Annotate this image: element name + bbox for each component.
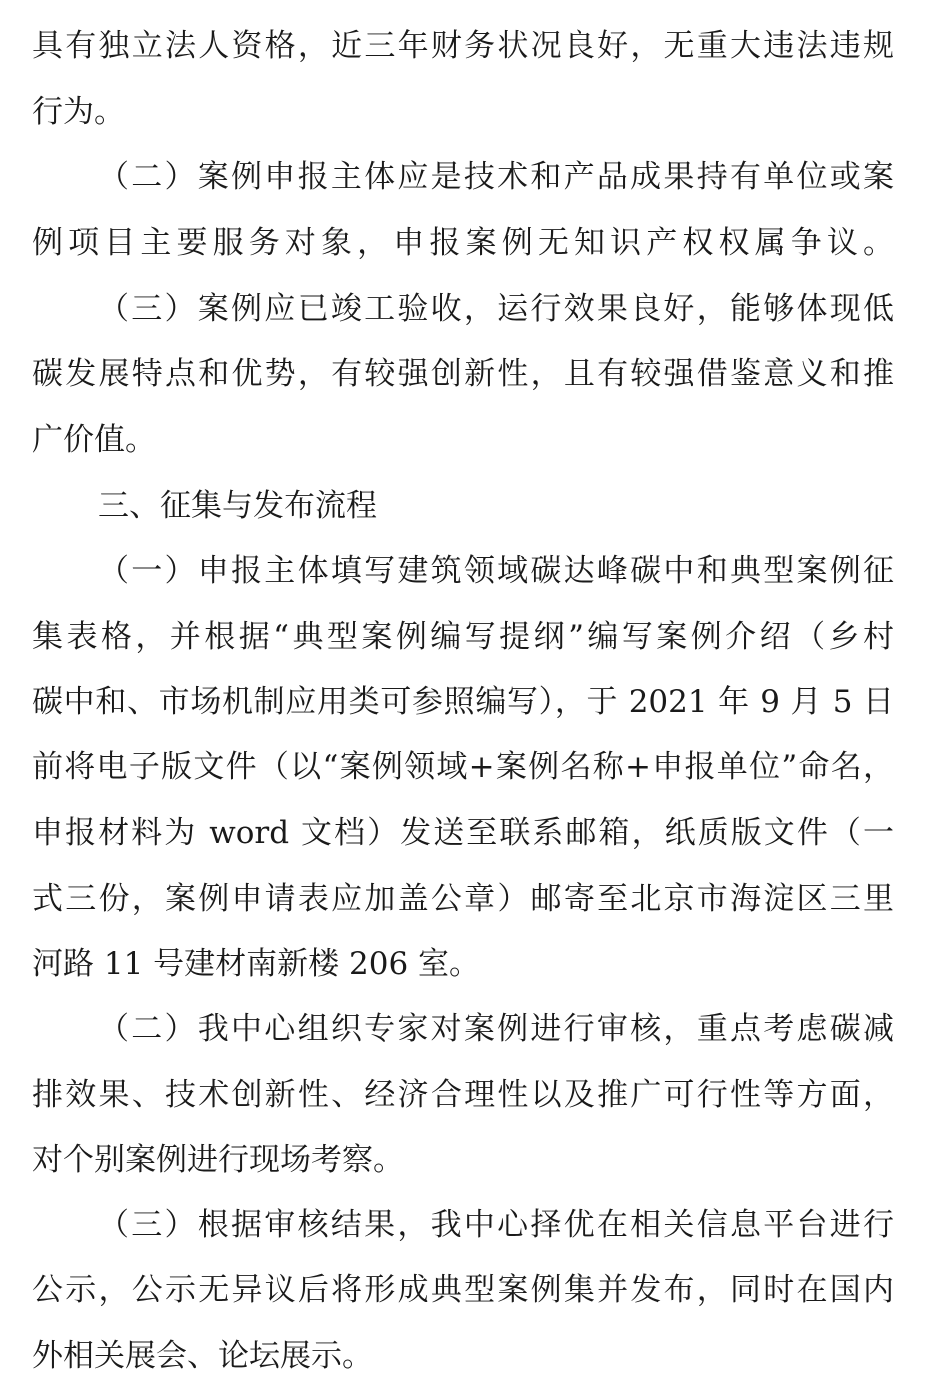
paragraph-line: （三）案例应已竣工验收，运行效果良好，能够体现低 <box>98 291 894 327</box>
paragraph-line: 外相关展会、论坛展示。 <box>32 1338 373 1374</box>
paragraph-line: 碳中和、市场机制应用类可参照编写），于 2021 年 9 月 5 日 <box>32 684 894 720</box>
section-heading: 三、征集与发布流程 <box>98 488 377 524</box>
paragraph-line: 式三份，案例申请表应加盖公章）邮寄至北京市海淀区三里 <box>32 881 894 917</box>
paragraph-line: 行为。 <box>32 94 125 130</box>
paragraph-line: 河路 11 号建材南新楼 206 室。 <box>32 946 481 982</box>
paragraph-line: 广价值。 <box>32 422 156 458</box>
paragraph-line: 例项目主要服务对象，申报案例无知识产权权属争议。 <box>32 225 894 261</box>
paragraph-line: （二）我中心组织专家对案例进行审核，重点考虑碳减 <box>98 1011 894 1047</box>
paragraph-line: 申报材料为 word 文档）发送至联系邮箱，纸质版文件（一 <box>32 815 894 851</box>
paragraph-line: 碳发展特点和优势，有较强创新性，且有较强借鉴意义和推 <box>32 356 894 392</box>
paragraph-line: 集表格，并根据“典型案例编写提纲”编写案例介绍（乡村 <box>32 619 894 655</box>
paragraph-line: 对个别案例进行现场考察。 <box>32 1142 404 1178</box>
paragraph-line: （一）申报主体填写建筑领域碳达峰碳中和典型案例征 <box>98 553 894 589</box>
paragraph-line: 公示，公示无异议后将形成典型案例集并发布，同时在国内 <box>32 1272 894 1308</box>
paragraph-line: （二）案例申报主体应是技术和产品成果持有单位或案 <box>98 159 894 195</box>
paragraph-line: 排效果、技术创新性、经济合理性以及推广可行性等方面， <box>32 1077 894 1113</box>
paragraph-line: 前将电子版文件（以“案例领域+案例名称+申报单位”命名， <box>32 749 894 785</box>
paragraph-line: 具有独立法人资格，近三年财务状况良好，无重大违法违规 <box>32 28 894 64</box>
paragraph-line: （三）根据审核结果，我中心择优在相关信息平台进行 <box>98 1207 894 1243</box>
